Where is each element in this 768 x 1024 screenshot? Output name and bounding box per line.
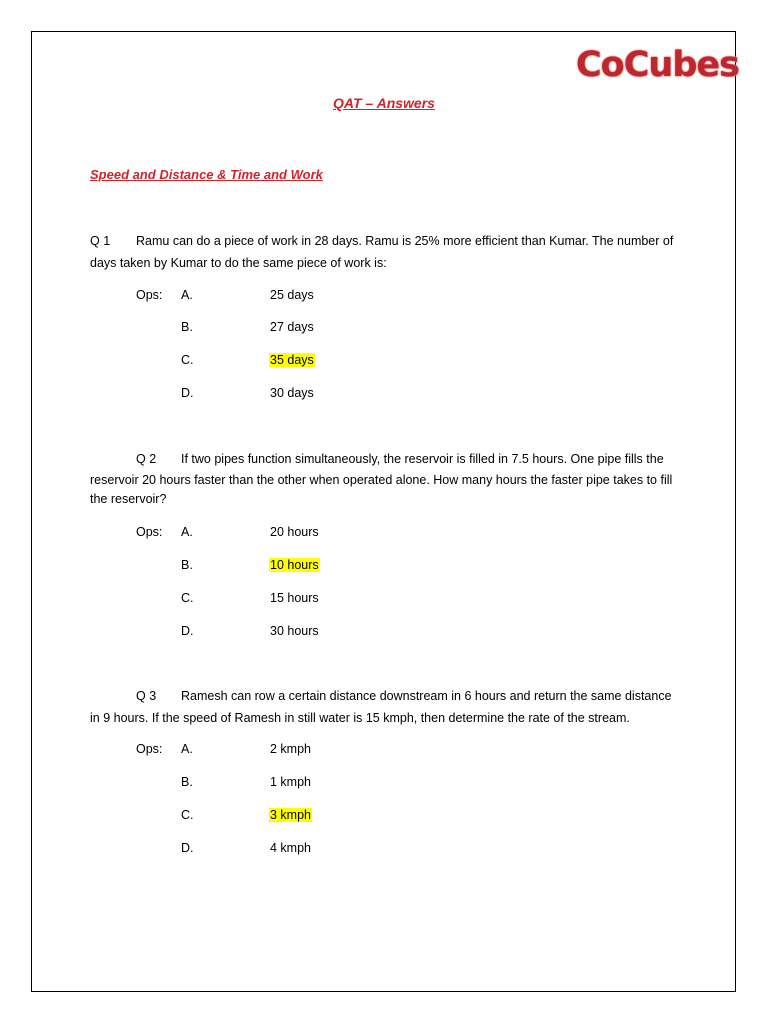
option-letter: A. [181, 525, 193, 539]
question-number: Q 1 [90, 234, 111, 248]
option-letter: B. [181, 775, 193, 789]
option-text: 25 days [270, 288, 314, 302]
option-text-highlighted-answer: 10 hours [270, 558, 319, 572]
option-letter: A. [181, 742, 193, 756]
option-text: 20 hours [270, 525, 319, 539]
ops-label: Ops: [136, 525, 163, 539]
question-number: Q 2 [136, 452, 157, 466]
option-letter: A. [181, 288, 193, 302]
option-letter: C. [181, 591, 194, 605]
option-letter: C. [181, 808, 194, 822]
section-title: Speed and Distance & Time and Work [90, 167, 323, 182]
option-text: 30 days [270, 386, 314, 400]
option-letter: D. [181, 624, 194, 638]
option-text: 30 hours [270, 624, 319, 638]
question-text-line1: Ramesh can row a certain distance downstream in 6 hours and return the same distance [181, 689, 672, 703]
option-letter: D. [181, 841, 194, 855]
option-text-highlighted-answer: 3 kmph [270, 808, 311, 822]
option-text: 1 kmph [270, 775, 311, 789]
option-text: 2 kmph [270, 742, 311, 756]
question-text-rest: days taken by Kumar to do the same piece of work is: [90, 256, 387, 270]
option-text-highlighted-answer: 35 days [270, 353, 314, 367]
question-text-rest: in 9 hours. If the speed of Ramesh in still water is 15 kmph, then determine the rate of the stream. [90, 711, 630, 725]
document-title: QAT – Answers [333, 95, 435, 111]
option-letter: C. [181, 353, 194, 367]
question-text-line1: If two pipes function simultaneously, the reservoir is filled in 7.5 hours. One pipe fills the [181, 452, 664, 466]
option-text: 4 kmph [270, 841, 311, 855]
question-text-line1: Ramu can do a piece of work in 28 days. Ramu is 25% more efficient than Kumar. The number of [136, 234, 674, 248]
option-letter: B. [181, 558, 193, 572]
question-text-rest: reservoir 20 hours faster than the other when operated alone. How many hours the faster pipe takes to fill the reservoir? [90, 473, 673, 506]
cocubes-logo: CoCubes [576, 45, 739, 85]
ops-label: Ops: [136, 742, 163, 756]
option-text: 15 hours [270, 591, 319, 605]
option-letter: D. [181, 386, 194, 400]
option-letter: B. [181, 320, 193, 334]
option-text: 27 days [270, 320, 314, 334]
question-number: Q 3 [136, 689, 157, 703]
ops-label: Ops: [136, 288, 163, 302]
